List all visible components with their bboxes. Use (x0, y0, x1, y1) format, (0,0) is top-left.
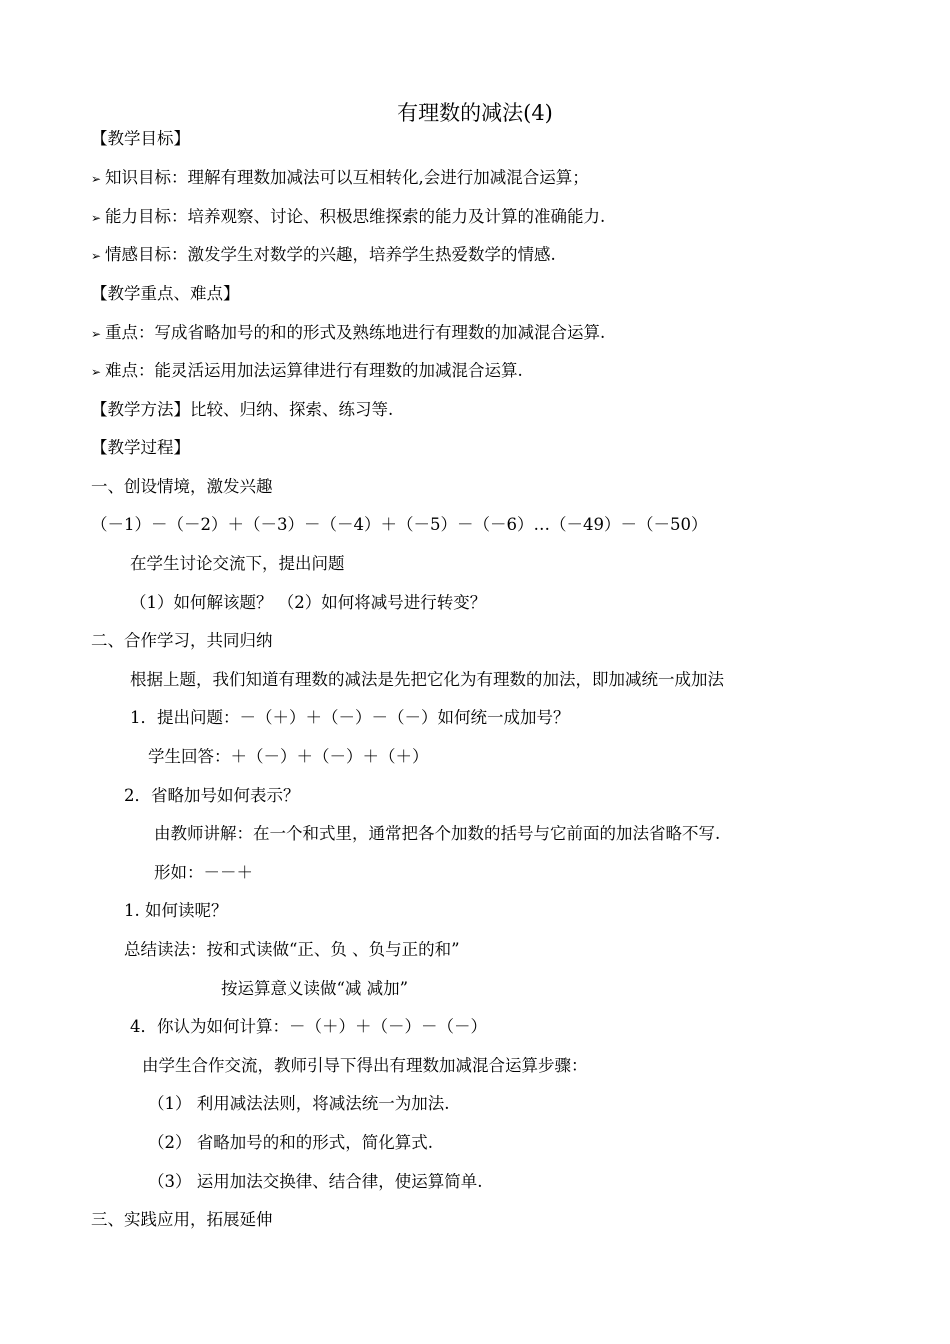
numbered-question-4: 4．你认为如何计算：－（＋）＋（－）－（－） (130, 1017, 487, 1036)
example-form: 形如：－－＋ (154, 863, 253, 882)
expression-problem: （－1）－（－2）＋（－3）－（－4）＋（－5）－（－6）…（－49）－（－50） (91, 515, 708, 534)
question-list: （1）如何解该题？ （2）如何将减号进行转变？ (130, 593, 487, 612)
student-answer: 学生回答：＋（－）＋（－）＋（＋） (148, 747, 429, 766)
objective-emotion (91, 243, 556, 268)
arrow-bullet-icon: ➢ (91, 249, 102, 263)
step-item-3: （3） 运用加法交换律、结合律，使运算简单. (148, 1172, 483, 1191)
step-item-1: （1） 利用减法法则，将减法统一为加法. (148, 1094, 450, 1113)
key-point (91, 321, 605, 346)
numbered-question-1: 1．提出问题：－（＋）＋（－）－（－）如何统一成加号？ (130, 708, 570, 727)
part-two-heading: 二、合作学习，共同归纳 (91, 631, 273, 650)
part-three-heading: 三、实践应用，拓展延伸 (91, 1210, 273, 1229)
paragraph-text: 在学生讨论交流下，提出问题 (130, 554, 345, 573)
objective-knowledge-text: 知识目标：理解有理数加减法可以互相转化,会进行加减混合运算； (105, 168, 589, 187)
objective-ability-text: 能力目标：培养观察、讨论、积极思维探索的能力及计算的准确能力. (105, 207, 606, 226)
difficult-point (91, 359, 523, 384)
arrow-bullet-icon: ➢ (91, 327, 102, 341)
reading-method-operation: 按运算意义读做“减 减加” (221, 979, 409, 998)
numbered-question-2: 2．省略加号如何表示？ (124, 786, 300, 805)
section-heading-process: 【教学过程】 (91, 438, 190, 457)
paragraph-text: 根据上题，我们知道有理数的减法是先把它化为有理数的加法，即加减统一成加法 (130, 670, 724, 689)
document-title: 有理数的减法(4) (397, 101, 553, 125)
paragraph-text: 由学生合作交流，教师引导下得出有理数加减混合运算步骤： (142, 1056, 588, 1075)
difficult-point-text: 难点：能灵活运用加法运算律进行有理数的加减混合运算. (105, 361, 523, 380)
objective-emotion-text: 情感目标：激发学生对数学的兴趣，培养学生热爱数学的情感. (105, 245, 556, 264)
section-heading-objectives: 【教学目标】 (91, 129, 190, 148)
section-heading-methods: 【教学方法】比较、归纳、探索、练习等. (91, 400, 394, 419)
numbered-question-3: 1. 如何读呢？ (124, 901, 228, 920)
teacher-explanation: 由教师讲解：在一个和式里，通常把各个加数的括号与它前面的加法省略不写. (154, 824, 721, 843)
step-item-2: （2） 省略加号的和的形式，简化算式. (148, 1133, 433, 1152)
objective-ability (91, 205, 605, 230)
section-heading-key-points: 【教学重点、难点】 (91, 284, 240, 303)
objective-knowledge (91, 166, 589, 191)
arrow-bullet-icon: ➢ (91, 211, 102, 225)
part-one-heading: 一、创设情境，激发兴趣 (91, 477, 273, 496)
arrow-bullet-icon: ➢ (91, 172, 102, 186)
arrow-bullet-icon: ➢ (91, 365, 102, 379)
key-point-text: 重点：写成省略加号的和的形式及熟练地进行有理数的加减混合运算. (105, 323, 606, 342)
reading-method-summary: 总结读法：按和式读做“正、负 、负与正的和” (124, 940, 460, 959)
